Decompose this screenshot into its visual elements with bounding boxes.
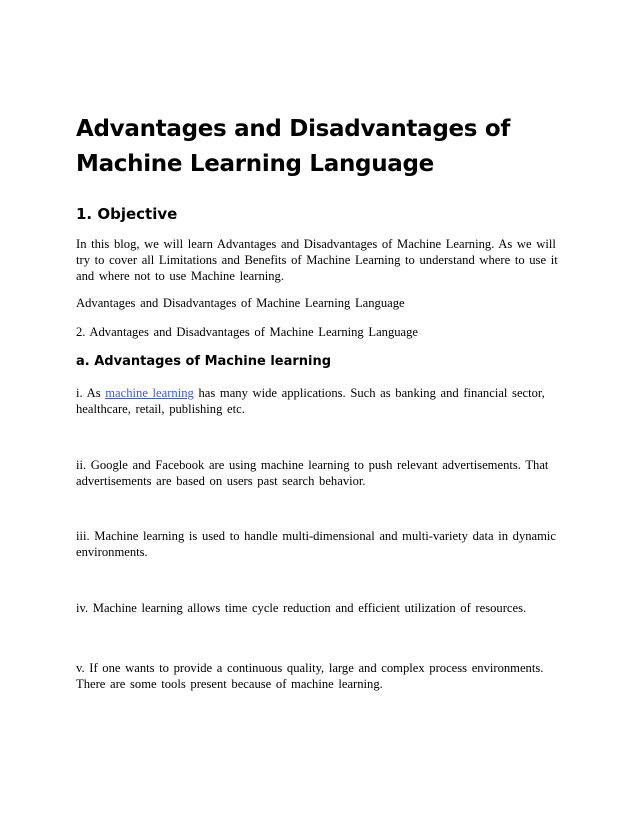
advantage-item-1-prefix: i. As [76, 386, 106, 400]
machine-learning-link[interactable]: machine learning [105, 386, 194, 400]
topic-line: Advantages and Disadvantages of Machine Learning Language [76, 296, 405, 310]
advantage-item-4: iv. Machine learning allows time cycle reduction and efficient utilization of resources. [76, 601, 527, 615]
advantage-item-1-suffix: has many wide applications. Such as banking and financial sector, healthcare, retail, publishing etc. [76, 386, 545, 416]
advantages-heading: a. Advantages of Machine learning [76, 354, 332, 369]
advantage-item-2: ii. Google and Facebook are using machine learning to push relevant advertisements. That advertisements are based on users past search behavior. [76, 458, 549, 488]
intro-paragraph: In this blog, we will learn Advantages and Disadvantages of Machine Learning. As we will try to cover all Limitations and Benefits of Machine Learning to understand where to use it and where not to use Machine learning. [76, 237, 558, 283]
objective-heading: 1. Objective [76, 205, 178, 223]
section-2-line: 2. Advantages and Disadvantages of Machine Learning Language [76, 325, 419, 339]
advantage-item-1 [76, 385, 566, 417]
advantage-item-3: iii. Machine learning is used to handle multi-dimensional and multi-variety data in dynamic environments. [76, 529, 557, 559]
advantage-item-5: v. If one wants to provide a continuous quality, large and complex process environments. There are some tools present because of machine learning. [76, 661, 544, 691]
page-title: Advantages and Disadvantages of Machine Learning Language [76, 116, 511, 177]
